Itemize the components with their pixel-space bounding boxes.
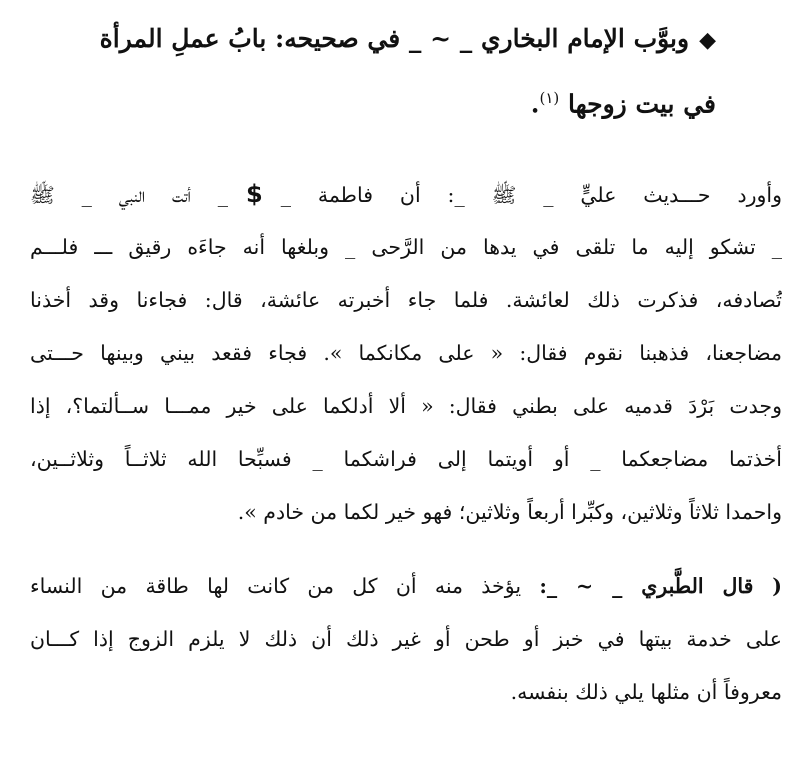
heading-line-2-text: في بيت زوجها — [568, 89, 716, 119]
paragraph-line: أخذتما مضاجعكما _ أو أويتما إلى فراشكما _ فسبِّحا الله ثلاثــاً وثلاثــين، — [30, 447, 782, 471]
honorific-symbol: $ — [246, 180, 263, 208]
paragraph-line: على خدمة بيتها في خبز أو طحن أو غير ذلك أن ذلك لا يلزم الزوج إذا كـــان — [30, 627, 782, 651]
paragraph-line: تُصادفه، فذكرت ذلك لعائشة. فلما جاء أخبرته عائشة، قال: فجاءنا وقد أخذنا — [30, 288, 782, 312]
paragraph-line-text: _ أتت النبي _ ﷺ — [30, 183, 229, 207]
heading-end-punctuation: . — [530, 89, 540, 119]
paragraph-line: مضاجعنا، فذهبنا نقوم فقال: « على مكانكما ». فجاء فقعد بيني وبينها حـــتى — [30, 341, 782, 365]
heading-line-1-text: وبوَّب الإمام البخاري _ ~ _ في صحيحه: بابُ عملِ المرأة — [99, 24, 690, 53]
paragraph-line — [30, 168, 782, 221]
hadith-paragraph — [30, 168, 782, 539]
paragraph-line: وجدت بَرْدَ قدميه على بطني فقال: « ألا أدلكما على خير ممـــا ســألتما؟، إذا — [30, 394, 782, 418]
paragraph-line: معروفاً أن مثلها يلي ذلك بنفسه. — [510, 680, 782, 704]
paragraph-line — [30, 560, 782, 613]
tabari-paragraph — [30, 560, 782, 719]
heading-line-1 — [76, 10, 716, 69]
speaker-lead: ( قال الطَّبري _ ~ _: — [539, 574, 782, 598]
paragraph-line-text: يؤخذ منه أن كل من كانت لها طاقة من النساء — [30, 574, 522, 598]
chapter-heading — [76, 10, 716, 133]
footnote-reference[interactable]: (١) — [539, 89, 560, 107]
diamond-bullet-icon: ◆ — [699, 27, 716, 53]
heading-line-2 — [76, 69, 716, 133]
paragraph-line: _ تشكو إليه ما تلقى في يدها من الرَّحى _ وبلغها أنه جاءَه رقيق ـــ فلـــم — [30, 235, 782, 259]
paragraph-line-text: وأورد حـــديث عليٍّ _ ﷺ _: أن فاطمة _ — [280, 183, 782, 207]
paragraph-line: واحمدا ثلاثاً وثلاثين، وكبِّرا أربعاً وثلاثين؛ فهو خير لكما من خادم ». — [237, 500, 782, 524]
